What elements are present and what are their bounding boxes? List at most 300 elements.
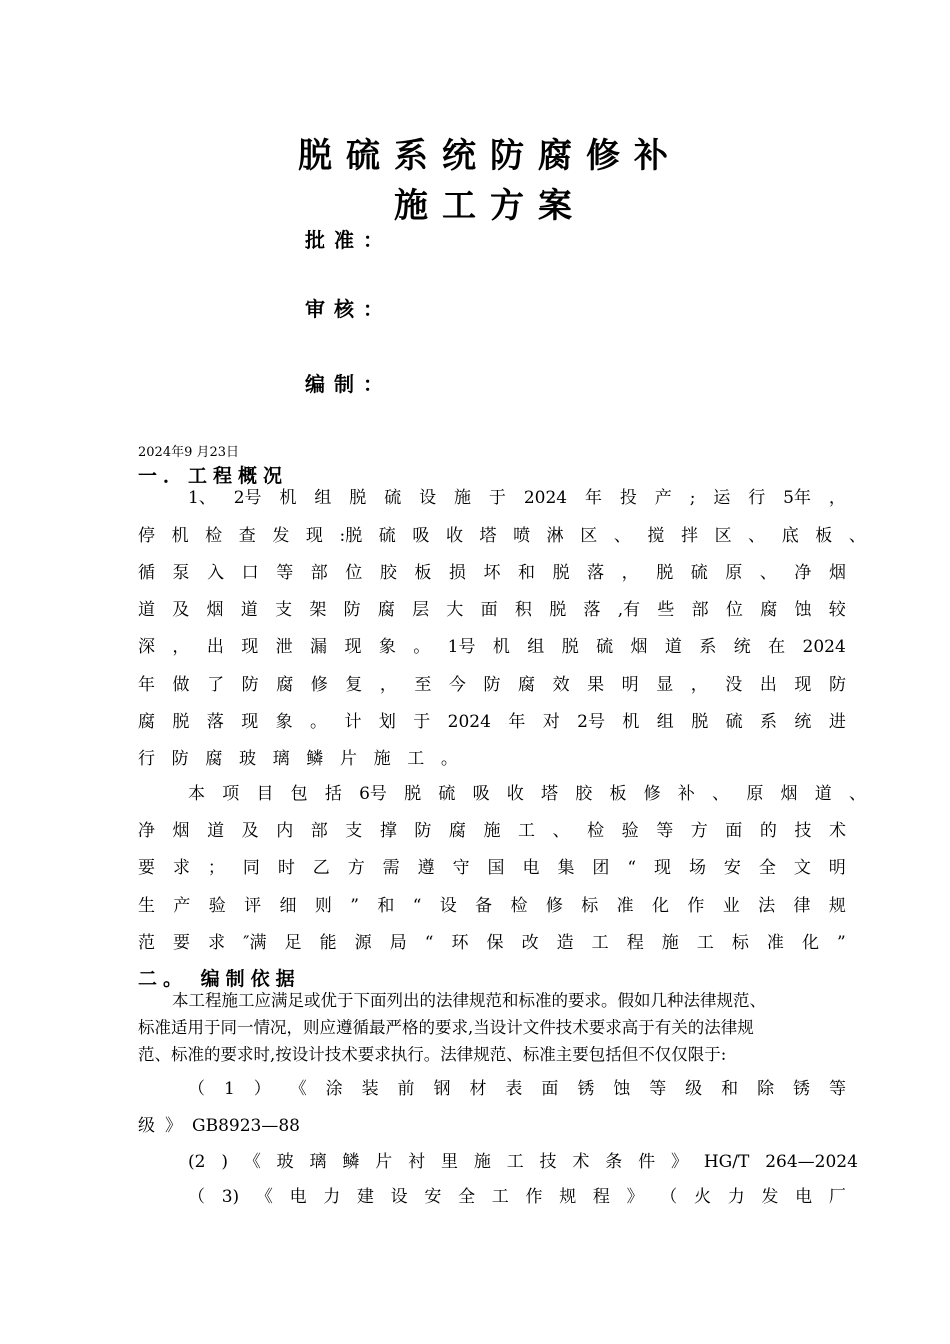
- word: 等: [656, 821, 674, 841]
- section-heading-basis: 二。 编制依据: [138, 968, 301, 990]
- word: 果: [587, 675, 605, 695]
- word: 化: [801, 933, 819, 953]
- word: 目: [256, 784, 274, 804]
- word: 件: [638, 1152, 656, 1172]
- word: 蚀: [613, 1079, 631, 1099]
- word: 2024: [802, 637, 846, 657]
- word: 腐: [377, 600, 395, 620]
- word: 准: [766, 933, 784, 953]
- word: 片: [375, 1152, 393, 1172]
- word: 原: [746, 784, 764, 804]
- word: 264—2024: [765, 1152, 858, 1172]
- word: 口: [241, 563, 259, 583]
- word: 。: [310, 712, 328, 732]
- word: 设: [419, 488, 437, 508]
- word: 程: [626, 933, 644, 953]
- word: 落: [583, 600, 601, 620]
- word: 设: [390, 1187, 408, 1207]
- word: 术: [572, 1152, 590, 1172]
- word: 修: [643, 784, 661, 804]
- word: 循: [138, 563, 155, 583]
- word: 脱: [349, 488, 367, 508]
- word: 原: [725, 563, 743, 583]
- word: 集: [557, 858, 575, 878]
- word: 硫: [384, 488, 402, 508]
- word: （: [188, 1187, 205, 1207]
- word: 塔: [541, 784, 559, 804]
- word: 淋: [546, 526, 564, 546]
- word: 脱: [691, 712, 709, 732]
- word: 方: [690, 821, 708, 841]
- word: 力: [727, 1187, 745, 1207]
- word: 硫: [378, 526, 396, 546]
- word: 电: [522, 858, 540, 878]
- word: 》: [626, 1187, 644, 1207]
- word: 内: [276, 821, 294, 841]
- prepare-label: 编制：: [305, 372, 392, 396]
- word: 团: [592, 858, 610, 878]
- word: 做: [172, 675, 190, 695]
- word: 划: [378, 712, 396, 732]
- paragraph-line: 标准适用于同一情况，则应遵循最严格的要求,当设计文件技术要求高于有关的法律规: [138, 1018, 754, 1037]
- word: 术: [828, 821, 846, 841]
- word: 钢: [433, 1079, 451, 1099]
- word: 6号: [359, 784, 387, 804]
- word: 要: [173, 933, 191, 953]
- word: 年: [138, 675, 155, 695]
- word: ，: [621, 563, 639, 583]
- word: ）: [253, 1079, 271, 1099]
- word: 年: [508, 712, 526, 732]
- word: 产: [654, 488, 672, 508]
- word: 及: [172, 600, 190, 620]
- word: 化: [652, 896, 670, 916]
- word: 装: [361, 1079, 379, 1099]
- word: 2号: [577, 712, 605, 732]
- word: 复: [345, 675, 363, 695]
- word: 评: [244, 896, 262, 916]
- word: 效: [552, 675, 570, 695]
- word: （: [660, 1187, 678, 1207]
- word: 拌: [680, 526, 698, 546]
- word: 腐: [518, 675, 536, 695]
- word: 明: [621, 675, 639, 695]
- word: 厂: [828, 1187, 846, 1207]
- word: 标: [731, 933, 749, 953]
- word: 《: [255, 1187, 273, 1207]
- word: 、: [759, 563, 777, 583]
- word: 里: [440, 1152, 458, 1172]
- word: 包: [290, 784, 308, 804]
- word: 需: [382, 858, 400, 878]
- word: 技: [794, 821, 812, 841]
- word: 腐: [138, 712, 155, 732]
- paragraph-line: [138, 711, 846, 733]
- word: 对: [542, 712, 560, 732]
- paragraph-line: [188, 783, 866, 805]
- document-date: 2024年9 月23日: [138, 445, 240, 460]
- word: 统: [733, 637, 751, 657]
- word: 架: [309, 600, 327, 620]
- word: 现: [794, 675, 812, 695]
- word: 、: [712, 784, 730, 804]
- word: 的: [759, 821, 777, 841]
- word: 损: [448, 563, 466, 583]
- word: 程: [592, 1187, 610, 1207]
- word: 道: [814, 784, 832, 804]
- word: 脱: [656, 563, 674, 583]
- paragraph-line: [138, 674, 846, 696]
- word: 机: [171, 526, 189, 546]
- word: 、: [848, 784, 866, 804]
- word: 涂: [325, 1079, 343, 1099]
- word: 施: [483, 821, 501, 841]
- approve-label: 批准：: [305, 228, 392, 252]
- word: 板: [815, 526, 833, 546]
- word: 乙: [312, 858, 330, 878]
- word: ”: [837, 933, 846, 953]
- word: 系: [699, 637, 717, 657]
- word: ,有: [617, 600, 641, 620]
- word: 脱: [549, 600, 567, 620]
- word: 和: [518, 563, 536, 583]
- word: 1: [223, 1079, 235, 1099]
- word: HG/T: [703, 1152, 750, 1172]
- word: 。: [413, 637, 431, 657]
- paragraph-line: [138, 895, 846, 917]
- word: ，: [172, 637, 190, 657]
- word: 检: [587, 821, 605, 841]
- word: 保: [486, 933, 504, 953]
- word: 净: [794, 563, 812, 583]
- word: 搅: [647, 526, 665, 546]
- word: 发: [272, 526, 290, 546]
- word: 力: [323, 1187, 341, 1207]
- word: 求: [208, 933, 226, 953]
- word: GB8923—88: [192, 1116, 300, 1136]
- word: 腐: [760, 600, 778, 620]
- list-item: [188, 1151, 858, 1173]
- word: 出: [206, 637, 224, 657]
- word: 锈: [577, 1079, 595, 1099]
- word: 及: [241, 821, 259, 841]
- word: 现: [241, 637, 259, 657]
- word: 行: [138, 749, 155, 769]
- word: 环: [451, 933, 469, 953]
- paragraph-line: [138, 599, 846, 621]
- word: 道: [664, 637, 682, 657]
- word: 标: [581, 896, 599, 916]
- word: 硫: [596, 637, 614, 657]
- word: 面: [725, 821, 743, 841]
- word: 括: [324, 784, 342, 804]
- word: 道: [240, 600, 258, 620]
- word: 玻: [276, 1152, 294, 1172]
- word: 腐: [448, 821, 466, 841]
- word: 安: [424, 1187, 442, 1207]
- word: 等: [649, 1079, 667, 1099]
- word: 作: [687, 896, 705, 916]
- word: 脱: [561, 637, 579, 657]
- word: 于: [413, 712, 431, 732]
- word: 级: [138, 1116, 155, 1136]
- word: 璃: [272, 749, 290, 769]
- word: 支: [275, 600, 293, 620]
- word: 国: [487, 858, 505, 878]
- word: 象: [378, 637, 396, 657]
- word: 则: [314, 896, 332, 916]
- word: 时: [277, 858, 295, 878]
- word: 鳞: [306, 749, 324, 769]
- word: 施: [454, 488, 471, 508]
- word: 面: [480, 600, 498, 620]
- word: 施: [373, 749, 391, 769]
- word: 求: [172, 858, 190, 878]
- word: 等: [276, 563, 294, 583]
- word: 2号: [233, 488, 262, 508]
- document-title-line1: 脱硫系统防腐修补: [298, 136, 682, 176]
- word: 积: [514, 600, 532, 620]
- word: 板: [414, 563, 432, 583]
- word: ): [221, 1152, 228, 1172]
- word: 检: [205, 526, 223, 546]
- word: 腐: [276, 675, 294, 695]
- word: 工: [518, 821, 536, 841]
- word: 较: [828, 600, 846, 620]
- word: 组: [314, 488, 332, 508]
- review-label: 审核：: [305, 297, 392, 321]
- word: 吸: [472, 784, 490, 804]
- word: 》: [670, 1152, 688, 1172]
- word: 鳞: [342, 1152, 360, 1172]
- word: 方: [347, 858, 365, 878]
- paragraph-line: [138, 857, 846, 879]
- paragraph-line: [138, 562, 846, 584]
- word: 运: [713, 488, 731, 508]
- word: 律: [793, 896, 811, 916]
- word: 些: [657, 600, 675, 620]
- paragraph-line: [138, 820, 846, 842]
- word: 1、: [188, 488, 216, 508]
- word: 准: [616, 896, 634, 916]
- word: 要: [138, 858, 155, 878]
- word: :脱: [339, 526, 363, 546]
- word: 范: [138, 933, 155, 953]
- word: 施: [661, 933, 679, 953]
- word: 投: [619, 488, 637, 508]
- word: 部: [691, 600, 709, 620]
- word: （: [188, 1079, 205, 1099]
- word: 璃: [309, 1152, 327, 1172]
- word: 脱: [552, 563, 570, 583]
- word: 发: [761, 1187, 779, 1207]
- document-title-line2: 施工方案: [394, 186, 586, 226]
- word: “: [627, 858, 637, 878]
- word: 部: [310, 821, 328, 841]
- word: 支: [345, 821, 363, 841]
- word: 细: [279, 896, 297, 916]
- word: 工: [506, 1152, 524, 1172]
- word: 5年: [783, 488, 811, 508]
- word: 》: [165, 1116, 183, 1136]
- word: ″满: [243, 933, 267, 953]
- word: ，: [379, 675, 397, 695]
- word: 出: [759, 675, 777, 695]
- word: 年: [584, 488, 602, 508]
- word: 于: [488, 488, 506, 508]
- word: ”: [350, 896, 359, 916]
- word: 遵: [417, 858, 435, 878]
- word: 道: [138, 600, 155, 620]
- word: 收: [506, 784, 524, 804]
- word: 没: [725, 675, 743, 695]
- word: 烟: [206, 600, 224, 620]
- word: 前: [397, 1079, 415, 1099]
- word: 收: [445, 526, 463, 546]
- word: 电: [795, 1187, 813, 1207]
- word: 今: [448, 675, 466, 695]
- word: 组: [527, 637, 545, 657]
- word: 坏: [483, 563, 501, 583]
- list-item: [188, 1186, 846, 1208]
- word: 板: [609, 784, 627, 804]
- word: 脱: [172, 712, 190, 732]
- word: 、: [748, 526, 766, 546]
- word: 位: [345, 563, 363, 583]
- word: 除: [757, 1079, 775, 1099]
- word: 工: [491, 1187, 509, 1207]
- word: 落: [206, 712, 224, 732]
- paragraph-line: 范、标准的要求时,按设计技术要求执行。法律规范、标准主要包括但不仅仅限于:: [138, 1045, 727, 1064]
- word: 在: [768, 637, 786, 657]
- word: 条: [605, 1152, 623, 1172]
- word: 腐: [205, 749, 223, 769]
- word: 衬: [408, 1152, 426, 1172]
- word: 、: [613, 526, 631, 546]
- word: 防: [171, 749, 189, 769]
- word: 了: [207, 675, 225, 695]
- word: 材: [469, 1079, 487, 1099]
- word: 和: [721, 1079, 739, 1099]
- word: 片: [339, 749, 357, 769]
- word: 净: [138, 821, 155, 841]
- word: 火: [694, 1187, 711, 1207]
- word: 计: [344, 712, 362, 732]
- word: 深: [138, 637, 155, 657]
- word: 机: [622, 712, 640, 732]
- word: 防: [414, 821, 432, 841]
- word: 烟: [630, 637, 648, 657]
- word: 3): [221, 1187, 240, 1207]
- word: 系: [760, 712, 777, 732]
- word: 设: [439, 896, 457, 916]
- word: 、: [552, 821, 570, 841]
- word: 补: [677, 784, 695, 804]
- word: 查: [238, 526, 256, 546]
- section-heading-overview: 一．工程概况: [138, 465, 289, 487]
- word: 现: [654, 858, 671, 878]
- word: 大: [446, 600, 464, 620]
- word: 改: [521, 933, 539, 953]
- word: 机: [492, 637, 510, 657]
- word: 技: [539, 1152, 557, 1172]
- word: 硫: [690, 563, 708, 583]
- word: 防: [828, 675, 846, 695]
- word: 喷: [513, 526, 531, 546]
- word: 玻: [238, 749, 256, 769]
- word: 至: [414, 675, 432, 695]
- word: ;: [689, 488, 696, 508]
- word: 。: [440, 749, 458, 769]
- word: 烟: [780, 784, 798, 804]
- paragraph-line: [138, 748, 458, 770]
- word: 组: [656, 712, 674, 732]
- word: 区: [714, 526, 732, 546]
- word: 法: [758, 896, 776, 916]
- word: 全: [458, 1187, 476, 1207]
- word: 能: [319, 933, 337, 953]
- word: 作: [525, 1187, 543, 1207]
- word: 施: [473, 1152, 491, 1172]
- word: 造: [556, 933, 574, 953]
- word: 足: [284, 933, 302, 953]
- word: 停: [138, 526, 155, 546]
- word: 电: [289, 1187, 307, 1207]
- word: 1号: [447, 637, 476, 657]
- paragraph-line: [138, 636, 846, 658]
- word: 等: [828, 1079, 846, 1099]
- word: 、: [848, 526, 866, 546]
- list-item: [138, 1115, 300, 1137]
- word: 蚀: [794, 600, 812, 620]
- word: 吸: [412, 526, 430, 546]
- word: 区: [580, 526, 598, 546]
- word: 产: [173, 896, 191, 916]
- word: 行: [748, 488, 766, 508]
- word: 表: [505, 1079, 523, 1099]
- word: 落: [587, 563, 605, 583]
- word: 现: [241, 712, 259, 732]
- word: 统: [794, 712, 812, 732]
- word: ，: [828, 488, 846, 508]
- word: 同: [242, 858, 260, 878]
- word: “: [424, 933, 434, 953]
- word: 泵: [172, 563, 190, 583]
- paragraph-line: [188, 487, 846, 509]
- word: 进: [828, 712, 846, 732]
- word: 胶: [379, 563, 397, 583]
- word: 现: [305, 526, 323, 546]
- word: 防: [241, 675, 259, 695]
- word: 检: [510, 896, 528, 916]
- word: ，: [690, 675, 708, 695]
- word: 面: [541, 1079, 559, 1099]
- word: 建: [356, 1187, 374, 1207]
- paragraph-line: [138, 932, 846, 954]
- word: 备: [475, 896, 493, 916]
- word: 局: [389, 933, 407, 953]
- word: 工: [696, 933, 714, 953]
- word: 验: [208, 896, 226, 916]
- word: “: [412, 896, 422, 916]
- word: 防: [483, 675, 501, 695]
- word: 《: [243, 1152, 261, 1172]
- word: 烟: [172, 821, 190, 841]
- word: 本: [188, 784, 205, 804]
- word: (2: [188, 1152, 206, 1172]
- word: 文: [793, 858, 811, 878]
- word: 工: [407, 749, 425, 769]
